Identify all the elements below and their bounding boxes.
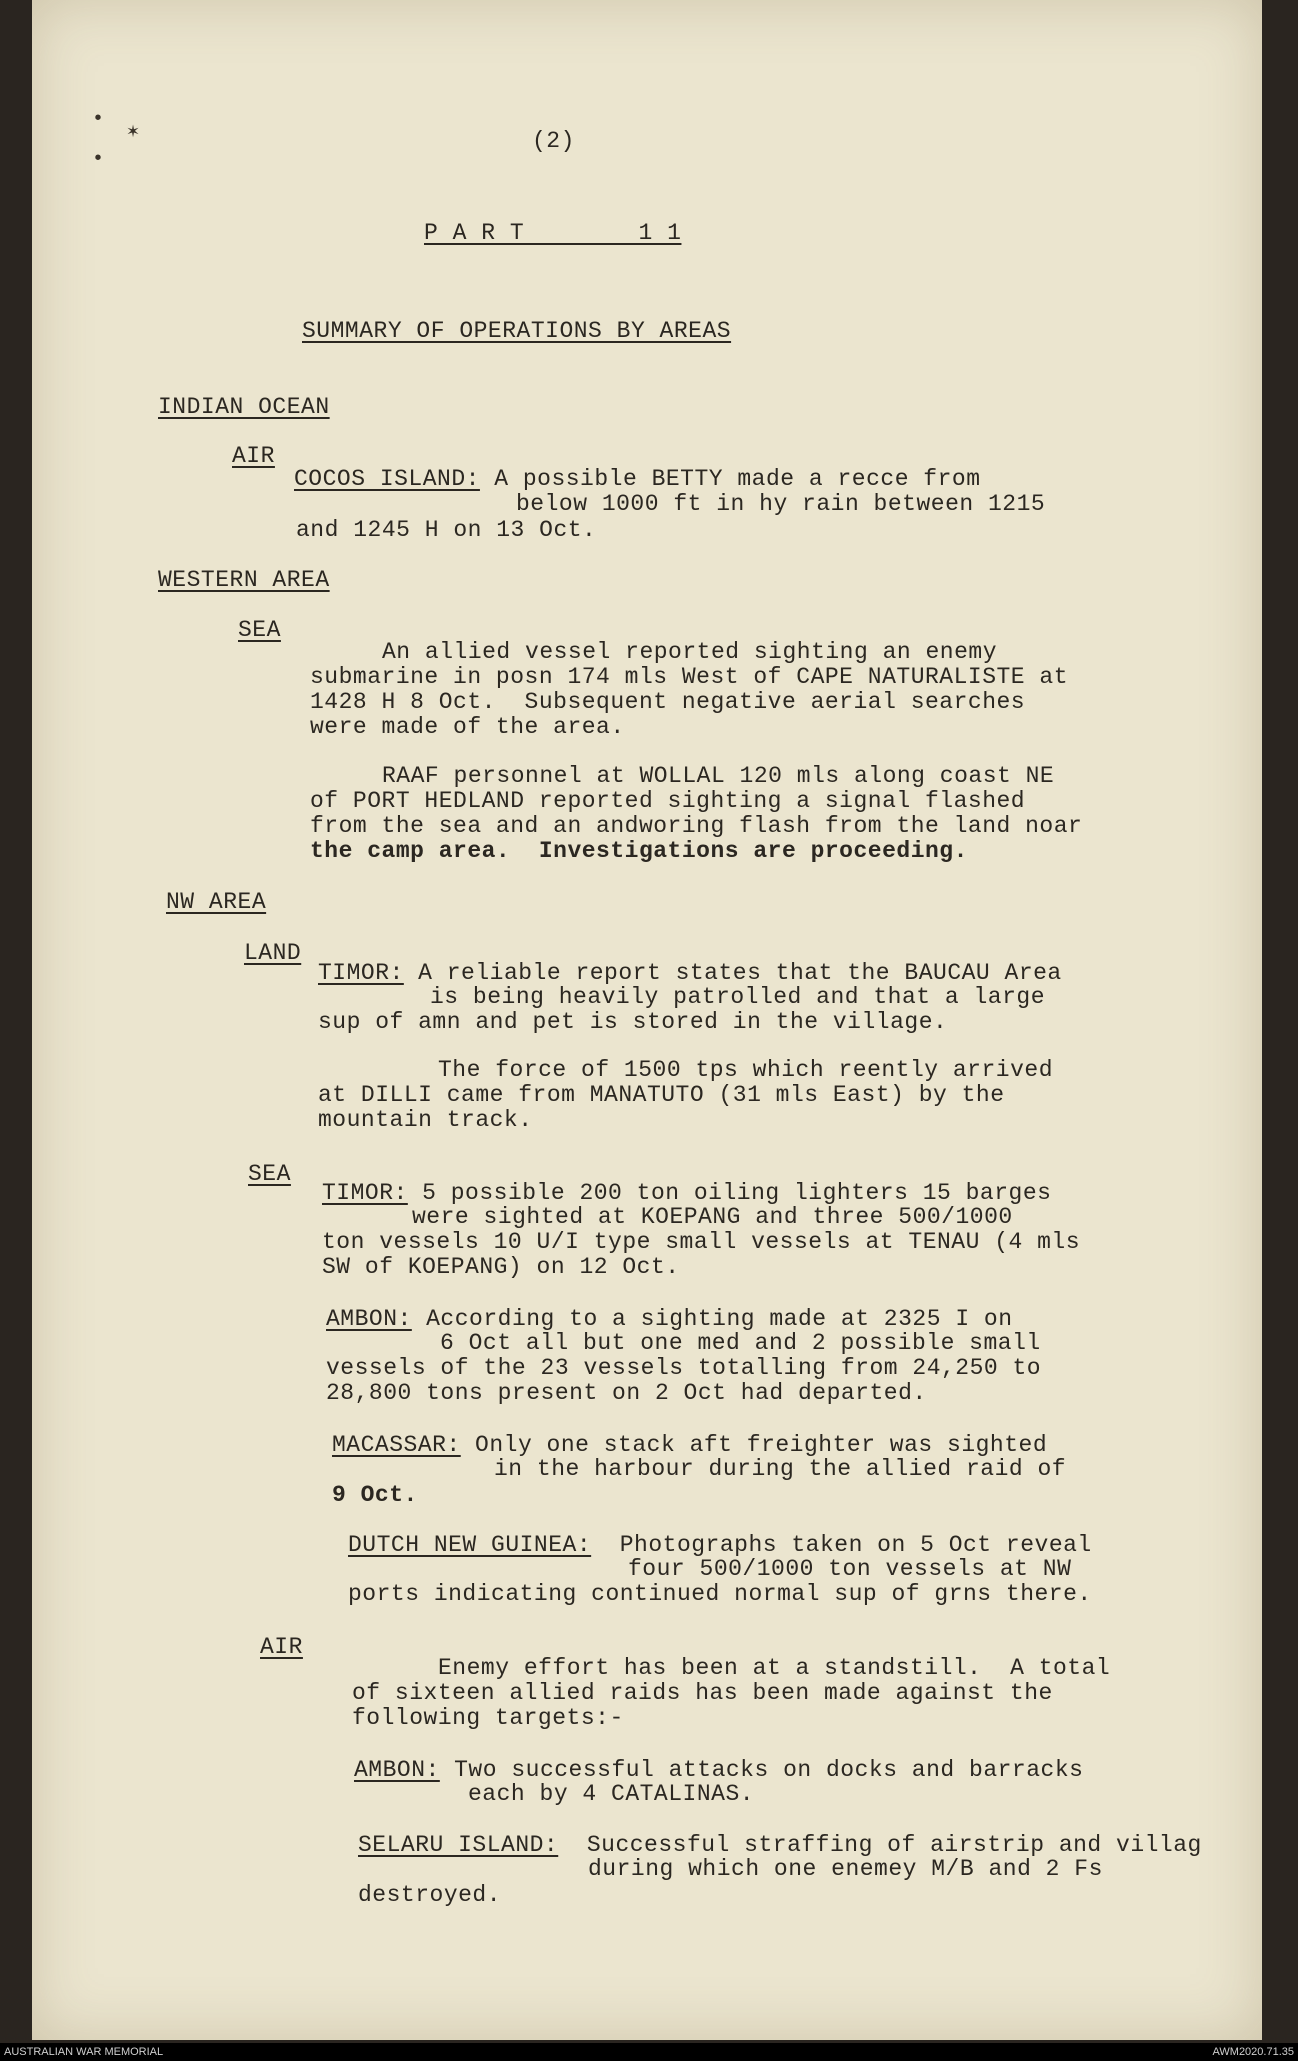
text-line: 28,800 tons present on 2 Oct had departed. (326, 1380, 927, 1406)
document-page (32, 0, 1262, 2040)
text-line: destroyed. (358, 1882, 502, 1908)
selaru-paragraph (358, 1832, 1202, 1858)
place-label: COCOS ISLAND: (294, 466, 480, 492)
ambon-air-paragraph (354, 1757, 1083, 1783)
text-line: were sighted at KOEPANG and three 500/1000 (412, 1204, 1013, 1230)
ambon-sea-paragraph (326, 1306, 1013, 1332)
summary-title: SUMMARY OF OPERATIONS BY AREAS (302, 318, 732, 344)
text-line: Successful straffing of airstrip and villag (558, 1832, 1202, 1858)
place-label: DUTCH NEW GUINEA: (348, 1532, 592, 1558)
text-line: vessels of the 23 vessels totalling from 24,250 to (326, 1355, 1042, 1381)
text-line: 1428 H 8 Oct. Subsequent negative aerial searches (310, 689, 1026, 715)
text-line: A reliable report states that the BAUCAU Area (403, 960, 1062, 986)
subheading-land: LAND (244, 940, 302, 966)
text-line: 5 possible 200 ton oiling lighters 15 barges (407, 1180, 1052, 1206)
text-line: following targets:- (352, 1705, 624, 1731)
text-line: A possible BETTY made a recce from (479, 466, 981, 492)
text-line: Two successful attacks on docks and barracks (439, 1757, 1084, 1783)
text-line: below 1000 ft in hy rain between 1215 (516, 491, 1046, 517)
text-line: An allied vessel reported sighting an enemy (382, 639, 997, 665)
text-line: mountain track. (318, 1107, 533, 1133)
text-line: is being heavily patrolled and that a large (430, 984, 1045, 1010)
text-line: Enemy effort has been at a standstill. A total (438, 1655, 1111, 1681)
text-line: from the sea and an andworing flash from the land noar (310, 813, 1083, 839)
text-line: each by 4 CATALINAS. (468, 1781, 755, 1807)
text-line: SW of KOEPANG) on 12 Oct. (322, 1254, 680, 1280)
subheading-sea: SEA (238, 617, 281, 643)
text-line: four 500/1000 ton vessels at NW (628, 1556, 1072, 1582)
text-line: 6 Oct all but one med and 2 possible small (440, 1330, 1041, 1356)
footer-bar (0, 2043, 1298, 2061)
timor-sea-paragraph (322, 1180, 1051, 1206)
footer-source: AUSTRALIAN WAR MEMORIAL (4, 2046, 164, 2058)
place-label: AMBON: (326, 1306, 412, 1332)
text-line: Only one stack aft freighter was sighted (460, 1432, 1048, 1458)
text-line: According to a sighting made at 2325 I on (411, 1306, 1013, 1332)
place-label: SELARU ISLAND: (358, 1832, 559, 1858)
section-heading-nw-area: NW AREA (166, 889, 267, 915)
place-label: AMBON: (354, 1757, 440, 1783)
cocos-paragraph (294, 466, 981, 492)
place-label: MACASSAR: (332, 1432, 461, 1458)
place-label: TIMOR: (318, 960, 404, 986)
text-line: sup of amn and pet is stored in the village. (318, 1009, 948, 1035)
text-line: submarine in posn 174 mls West of CAPE NATURALISTE at (310, 664, 1069, 690)
text-line: were made of the area. (310, 714, 625, 740)
text-line: RAAF personnel at WOLLAL 120 mls along coast NE (382, 763, 1055, 789)
text-line: 9 Oct. (332, 1482, 418, 1508)
part-heading: P A R T 1 1 (424, 220, 682, 246)
timor-land-paragraph (318, 960, 1062, 986)
punch-mark: • (92, 148, 105, 171)
text-line: Photographs taken on 5 Oct reveal (591, 1532, 1092, 1558)
section-heading-western-area: WESTERN AREA (158, 567, 330, 593)
text-line: ton vessels 10 U/I type small vessels at TENAU (4 mls (322, 1229, 1081, 1255)
footer-reference: AWM2020.71.35 (1212, 2046, 1294, 2058)
subheading-air: AIR (260, 1634, 303, 1660)
text-line: The force of 1500 tps which reently arrived (438, 1057, 1053, 1083)
section-heading-indian-ocean: INDIAN OCEAN (158, 394, 330, 420)
text-line: of sixteen allied raids has been made against the (352, 1680, 1053, 1706)
page-number: (2) (532, 128, 575, 154)
subheading-air: AIR (232, 443, 275, 469)
punch-mark: • (92, 108, 105, 131)
dutch-new-guinea-paragraph (348, 1532, 1092, 1558)
text-line: ports indicating continued normal sup of grns there. (348, 1581, 1092, 1607)
punch-mark: ✶ (127, 121, 140, 144)
text-line: and 1245 H on 13 Oct. (296, 517, 597, 543)
macassar-paragraph (332, 1432, 1047, 1458)
text-line: the camp area. Investigations are proceeding. (310, 838, 968, 864)
subheading-sea: SEA (248, 1161, 291, 1187)
text-line: at DILLI came from MANATUTO (31 mls East) by the (318, 1082, 1005, 1108)
text-line: during which one enemey M/B and 2 Fs (588, 1856, 1103, 1882)
text-line: of PORT HEDLAND reported sighting a signal flashed (310, 788, 1026, 814)
text-line: in the harbour during the allied raid of (494, 1456, 1067, 1482)
place-label: TIMOR: (322, 1180, 408, 1206)
